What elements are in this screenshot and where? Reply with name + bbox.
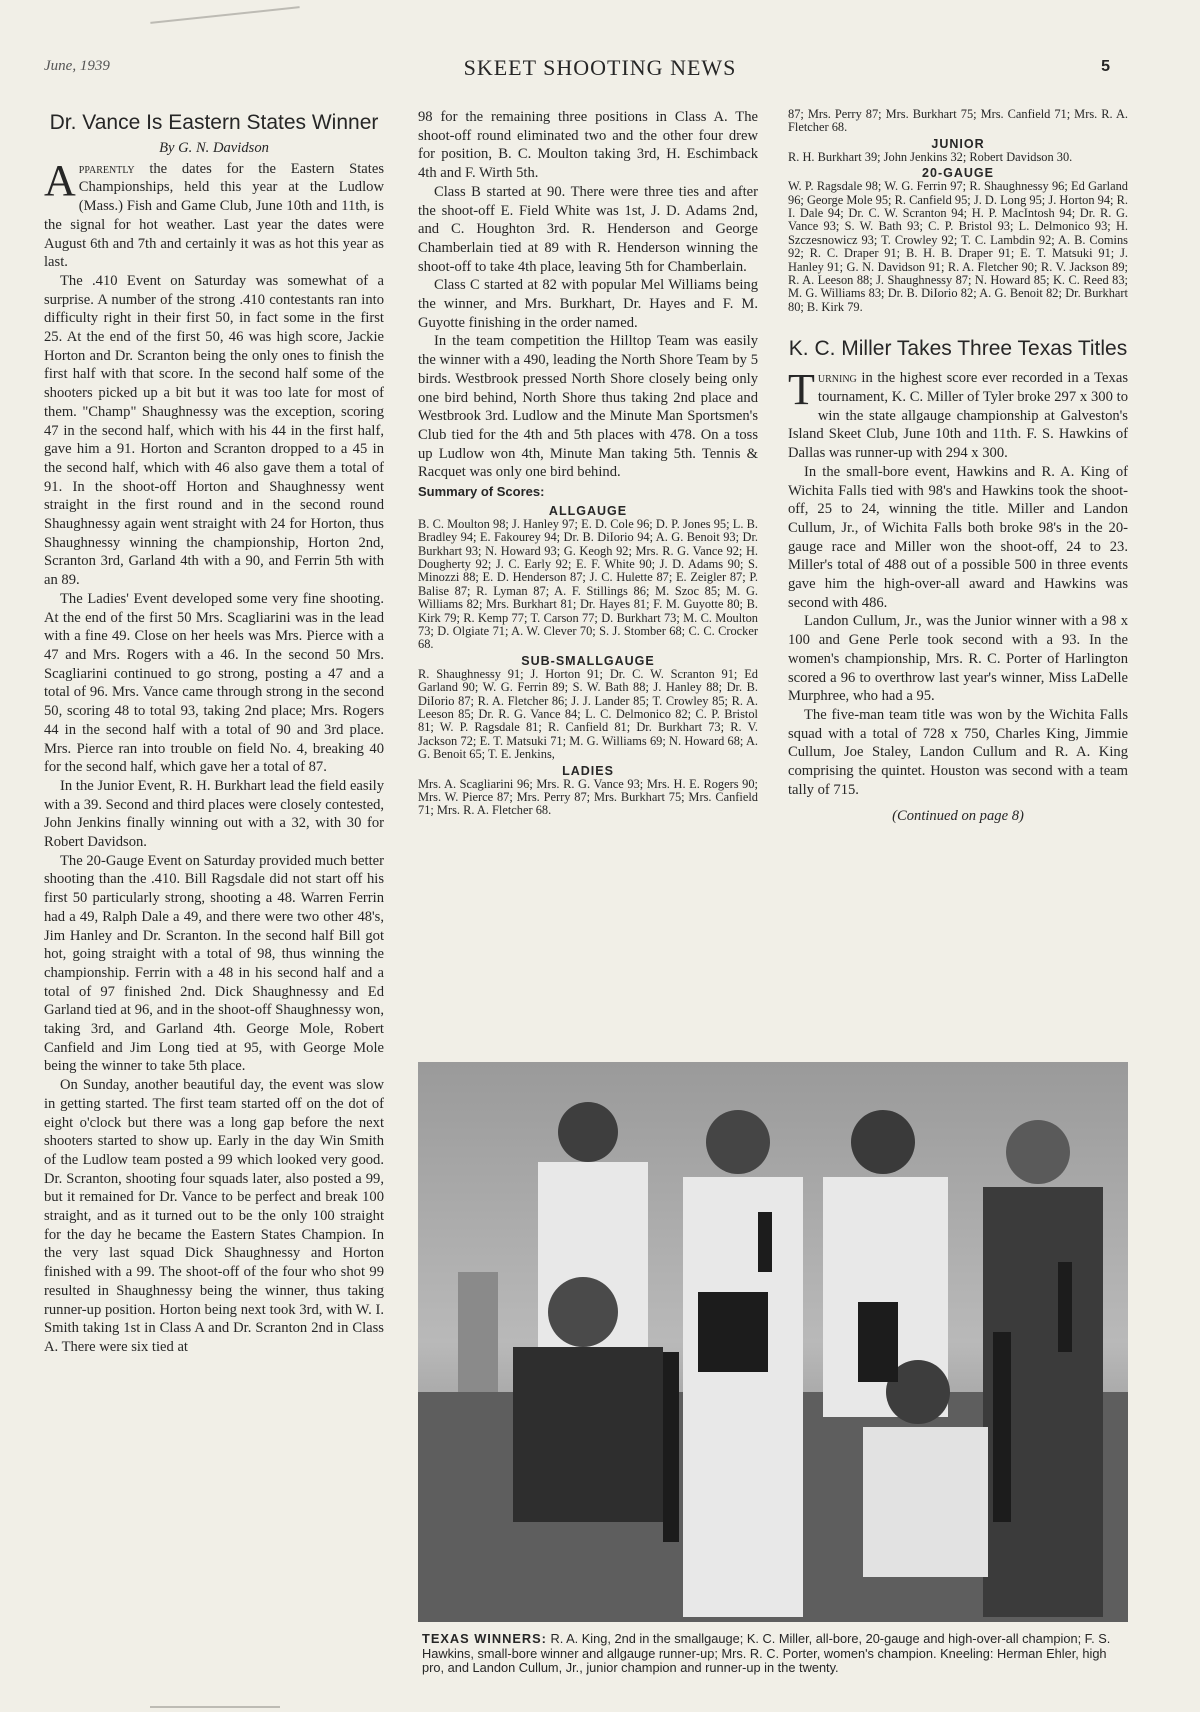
photo-caption xyxy=(422,1632,1128,1676)
article-paragraph: The 20-Gauge Event on Saturday provided much better shooting than the .410. Bill Ragsdale did not start off his first 50 particularly strong, shooting a 48. Warren Ferrin had a 49, Ralph Dale a 49, and there were two other 48's, Jim Hanley and Dr. Scranton. In the second half Bill got hot, going straight with a total of 98, thus winning the championship. Ferrin with a 48 in his second half and a total of 97 finished 2nd. Dick Shaughnessy and Ed Garland tied at 96, and in the shoot-off Shaughnessy won, taking 3rd, and Garland 4th. George Mole, Robert Canfield and Jim Long tied at 95, with George Mole being the winner to take 5th place. xyxy=(44,852,384,1075)
article-paragraph: Landon Cullum, Jr., was the Junior winner with a 98 x 100 and Gene Perle took second with a 93. In the women's championship, Mrs. R. C. Porter of Harlington scored a 96 to overthrow last year's winner, Miss LaDelle Murphree, who had a 95. xyxy=(788,613,1128,705)
drop-cap: T xyxy=(788,365,815,415)
junior-heading: JUNIOR xyxy=(931,136,985,151)
article-title: K. C. Miller Takes Three Texas Titles xyxy=(788,337,1128,361)
ladies-scores-continued: 87; Mrs. Perry 87; Mrs. Burkhart 75; Mrs. Canfield 71; Mrs. R. A. Fletcher 68. xyxy=(788,107,1128,135)
caption-text: R. A. King, 2nd in the smallgauge; K. C. Miller, all-bore, 20-gauge and high-over-all champion; F. S. Hawkins, small-bore winner and allgauge runner-up; Mrs. R. C. Porter, women's champion. Kneeling: Herman Ehler, high pro, and Landon Cullum, Jr., junior champion and runner-up in the twenty. xyxy=(422,1631,1111,1676)
article-paragraph: The five-man team title was won by the Wichita Falls squad with a total of 728 x 750, Charles King, Jimmie Cullum, Joe Staley, Landon Cullum and R. A. King comprising the quintet. Houston was second with a team tally of 715. xyxy=(788,706,1128,798)
article-column-2 xyxy=(418,108,758,818)
twenty-gauge-heading: 20-GAUGE xyxy=(922,166,994,181)
allgauge-scores: B. C. Moulton 98; J. Hanley 97; E. D. Cole 96; D. P. Jones 95; L. B. Bradley 94; E. Fakourey 94; Dr. B. DiIorio 94; A. G. Benoit 93; Dr. Burkhart 93; N. Howard 93; G. Keogh 92; Mrs. R. G. Vance 92; H. Dougherty 92; J. C. Early 92; E. F. White 90; J. D. Adams 90; S. Minozzi 88; E. D. Henderson 87; J. C. Hulette 87; E. Zeigler 87; P. Balise 87; R. Lyman 87; A. F. Stillings 86; M. Szoc 85; M. G. Williams 82; Mrs. Burkhart 81; Dr. Hayes 81; F. M. Guyotte 80; B. Kirk 79; R. Kemp 77; T. Carson 77; D. Burkhart 73; M. C. Moulton 73; D. Olgiate 71; A. W. Clever 70; S. J. Stomber 68; C. C. Crocker 68. xyxy=(418,516,758,652)
byline: By G. N. Davidson xyxy=(159,140,269,156)
photo-illustration xyxy=(418,1062,1128,1622)
article-paragraph: The .410 Event on Saturday was somewhat of a surprise. A number of the strong .410 contestants ran into difficulty right in their first 50, in fact some in the first 25. At the end of the first 50, 46 was high score, Jackie Horton and Dr. Scranton being the only ones to finish the first half with that score. In the second half some of the shooters picked up a bit but it was too late for most of them. "Champ" Shaughnessy was the exception, scoring 47 in the second half, which with his 44 in the first half, gave him a 91. Horton and Scranton dropped to a 45 in the second half, which with 46 also gave them a total of 91. In the shoot-off Horton and Shaughnessy went straight in the first round and in the second round Shaughnessy again went straight with 24 for Horton, thus Shaughnessy winning the championship, Horton 2nd, Scranton 3rd, Garland 4th with a 90, and Ferrin 5th with an 89. xyxy=(44,272,384,589)
allgauge-heading: ALLGAUGE xyxy=(548,503,628,518)
article-paragraph: 98 for the remaining three positions in Class A. The shoot-off round eliminated two and the other four drew for position, B. C. Moulton taking 3rd, H. Eschimback 4th and F. Wirth 5th. xyxy=(418,109,758,182)
article-column-3 xyxy=(788,108,1128,826)
crop-mark-bottom xyxy=(150,1706,280,1708)
article-title: Dr. Vance Is Eastern States Winner xyxy=(49,111,379,134)
crop-mark-top xyxy=(150,6,299,24)
article-paragraph: In the small-bore event, Hawkins and R. A. King of Wichita Falls tied with 98's and Hawkins took the shoot-off, 25 to 24, winning the title. Miller and Landon Cullum, Jr., of Wichita Falls both broke 98's in the 20-gauge race and Miller won the shoot-off, 24 to 23. Miller's total of 488 out of a possible 500 in three events gave him the high-over-all award and Hawkins was second with 486. xyxy=(788,463,1128,611)
lead-word: pparently xyxy=(78,160,135,177)
article-paragraph: Apparently the dates for the Eastern States Championships, held this year at the Ludlow (Mass.) Fish and Game Club, June 10th and 11th, is the signal for hot weather. Last year the dates were August 6th and 7th and certainly it was as hot this year as last. xyxy=(44,155,384,271)
summary-heading: Summary of Scores: xyxy=(418,484,545,500)
caption-lead: TEXAS WINNERS: xyxy=(422,1631,547,1646)
article-column-1 xyxy=(44,104,384,1357)
junior-scores: R. H. Burkhart 39; John Jenkins 32; Robert Davidson 30. xyxy=(788,149,1073,164)
subsmallgauge-scores: R. Shaughnessy 91; J. Horton 91; Dr. C. W. Scranton 91; Ed Garland 90; W. G. Ferrin 89; S. W. Bath 88; J. Hanley 88; Dr. B. DiIorio 87; R. A. Fletcher 86; J. J. Lander 85; T. Crowley 85; R. A. Leeson 85; Dr. R. G. Vance 84; L. C. Delmonico 82; C. P. Bristol 81; W. P. Ragsdale 81; R. Canfield 81; Dr. Burkhart 73; R. V. Jackson 72; E. T. Matsuki 71; M. G. Williams 69; N. Howard 68; A. G. Benoit 65; T. E. Jenkins, xyxy=(418,666,758,762)
team-photo xyxy=(418,1062,1128,1622)
drop-cap: A xyxy=(44,155,76,205)
twenty-gauge-scores: W. P. Ragsdale 98; W. G. Ferrin 97; R. Shaughnessy 96; Ed Garland 96; George Mole 95; R. Canfield 95; J. D. Long 95; J. Horton 94; R. I. Dale 94; Dr. C. W. Scranton 94; H. P. MacIntosh 94; Dr. R. G. Vance 93; S. W. Bath 93; C. P. Bristol 93; L. Delmonico 93; H. Szczesnowicz 93; T. Crowley 92; T. C. Lambdin 92; A. B. Comins 92; R. C. Draper 91; B. H. B. Draper 91; E. T. Matsuki 91; J. Hanley 91; G. N. Davidson 91; R. A. Fletcher 90; R. V. Jackson 89; R. A. Leeson 88; J. Shaughnessy 87; N. Howard 85; K. C. Reed 83; M. G. Williams 83; Dr. B. DiIorio 82; A. G. Benoit 82; Dr. Burkhart 80; B. Kirk 79. xyxy=(788,179,1128,314)
ladies-heading: LADIES xyxy=(562,763,614,778)
page-number: 5 xyxy=(1101,58,1110,75)
ladies-scores: Mrs. A. Scagliarini 96; Mrs. R. G. Vance 93; Mrs. H. E. Rogers 90; Mrs. W. Pierce 87; Mrs. Perry 87; Mrs. Burkhart 75; Mrs. Canfield 71; Mrs. R. A. Fletcher 68. xyxy=(418,776,758,818)
article-paragraph: Turning in the highest score ever recorded in a Texas tournament, K. C. Miller of Tyler broke 297 x 300 to win the state allgauge championship at Galveston's Island Skeet Club, June 10th and 11th. F. S. Hawkins of Dallas was runner-up with 294 x 300. xyxy=(788,365,1128,462)
article-paragraph: The Ladies' Event developed some very fine shooting. At the end of the first 50 Mrs. Scagliarini was in the lead with a fine 49. Close on her heels was Mrs. Pierce with a 47 and Mrs. Rogers with a 46. In the second 50 Mrs. Scagliarini continued to go strong, posting a 47 and a total of 96. Mrs. Vance came through strong in the second 50, scoring 48 to total 93, taking 2nd place; Mrs. Rogers 44 in the second half with a total of 90 and 3rd place. Mrs. Pierce ran into trouble on field No. 4, breaking 40 for the second half, which gave her a total of 87. xyxy=(44,590,384,776)
article-paragraph: Class C started at 82 with popular Mel Williams being the winner, and Mrs. Burkhart, Dr. Hayes and F. M. Guyotte finishing in the order named. xyxy=(418,277,758,331)
article-paragraph: In the team competition the Hilltop Team was easily the winner with a 490, leading the North Shore Team by 5 birds. Westbrook pressed North Shore closely being only one bird behind, North Shore thus taking 2nd place and Westbrook 3rd. Ludlow and the Minute Man Sportsmen's Club tied for the 4th and 5th places with 478. On a toss up Ludlow won 4th, Minute Man taking 5th. Tennis & Racquet was only one bird behind. xyxy=(418,333,758,481)
subsmallgauge-heading: SUB-SMALLGAUGE xyxy=(521,653,655,668)
continued-note: (Continued on page 8) xyxy=(892,808,1024,825)
lead-word: urning xyxy=(817,370,857,387)
page-date: June, 1939 xyxy=(44,58,110,74)
article-paragraph: On Sunday, another beautiful day, the event was slow in getting started. The first team started off on the dot of eight o'clock but there was a long gap before the next shooters started to show up. Early in the day Win Smith of the Ludlow team posted a 99 which looked very good. Dr. Scranton, shooting four squads later, also posted a 99, but it remained for Dr. Vance to be perfect and break 100 straight, and as it turned out to be the only 100 straight for the day he became the Eastern States Champion. In the very last squad Dick Shaughnessy and Horton finished with a 99. The shoot-off of the four who shot 99 resulted in Shaughnessy being the winner, thus taking runner-up position. Horton being next took 3rd, with W. I. Smith taking 1st in Class A and Dr. Scranton 2nd in Class A. There were six tied at xyxy=(44,1077,384,1355)
magazine-title: SKEET SHOOTING NEWS xyxy=(463,55,737,80)
article-paragraph: Class B started at 90. There were three ties and after the shoot-off E. Field White was 1st, J. D. Adams 2nd, and C. Houghton 3rd. R. Henderson and George Chamberlain tied at 89 with R. Henderson winning the shoot-off to take 4th place, leaving 5th for Chamberlain. xyxy=(418,183,758,275)
article-paragraph: In the Junior Event, R. H. Burkhart lead the field easily with a 39. Second and third places were closely contested, John Jenkins finally winning out with a 32, with 30 for Robert Davidson. xyxy=(44,777,385,851)
